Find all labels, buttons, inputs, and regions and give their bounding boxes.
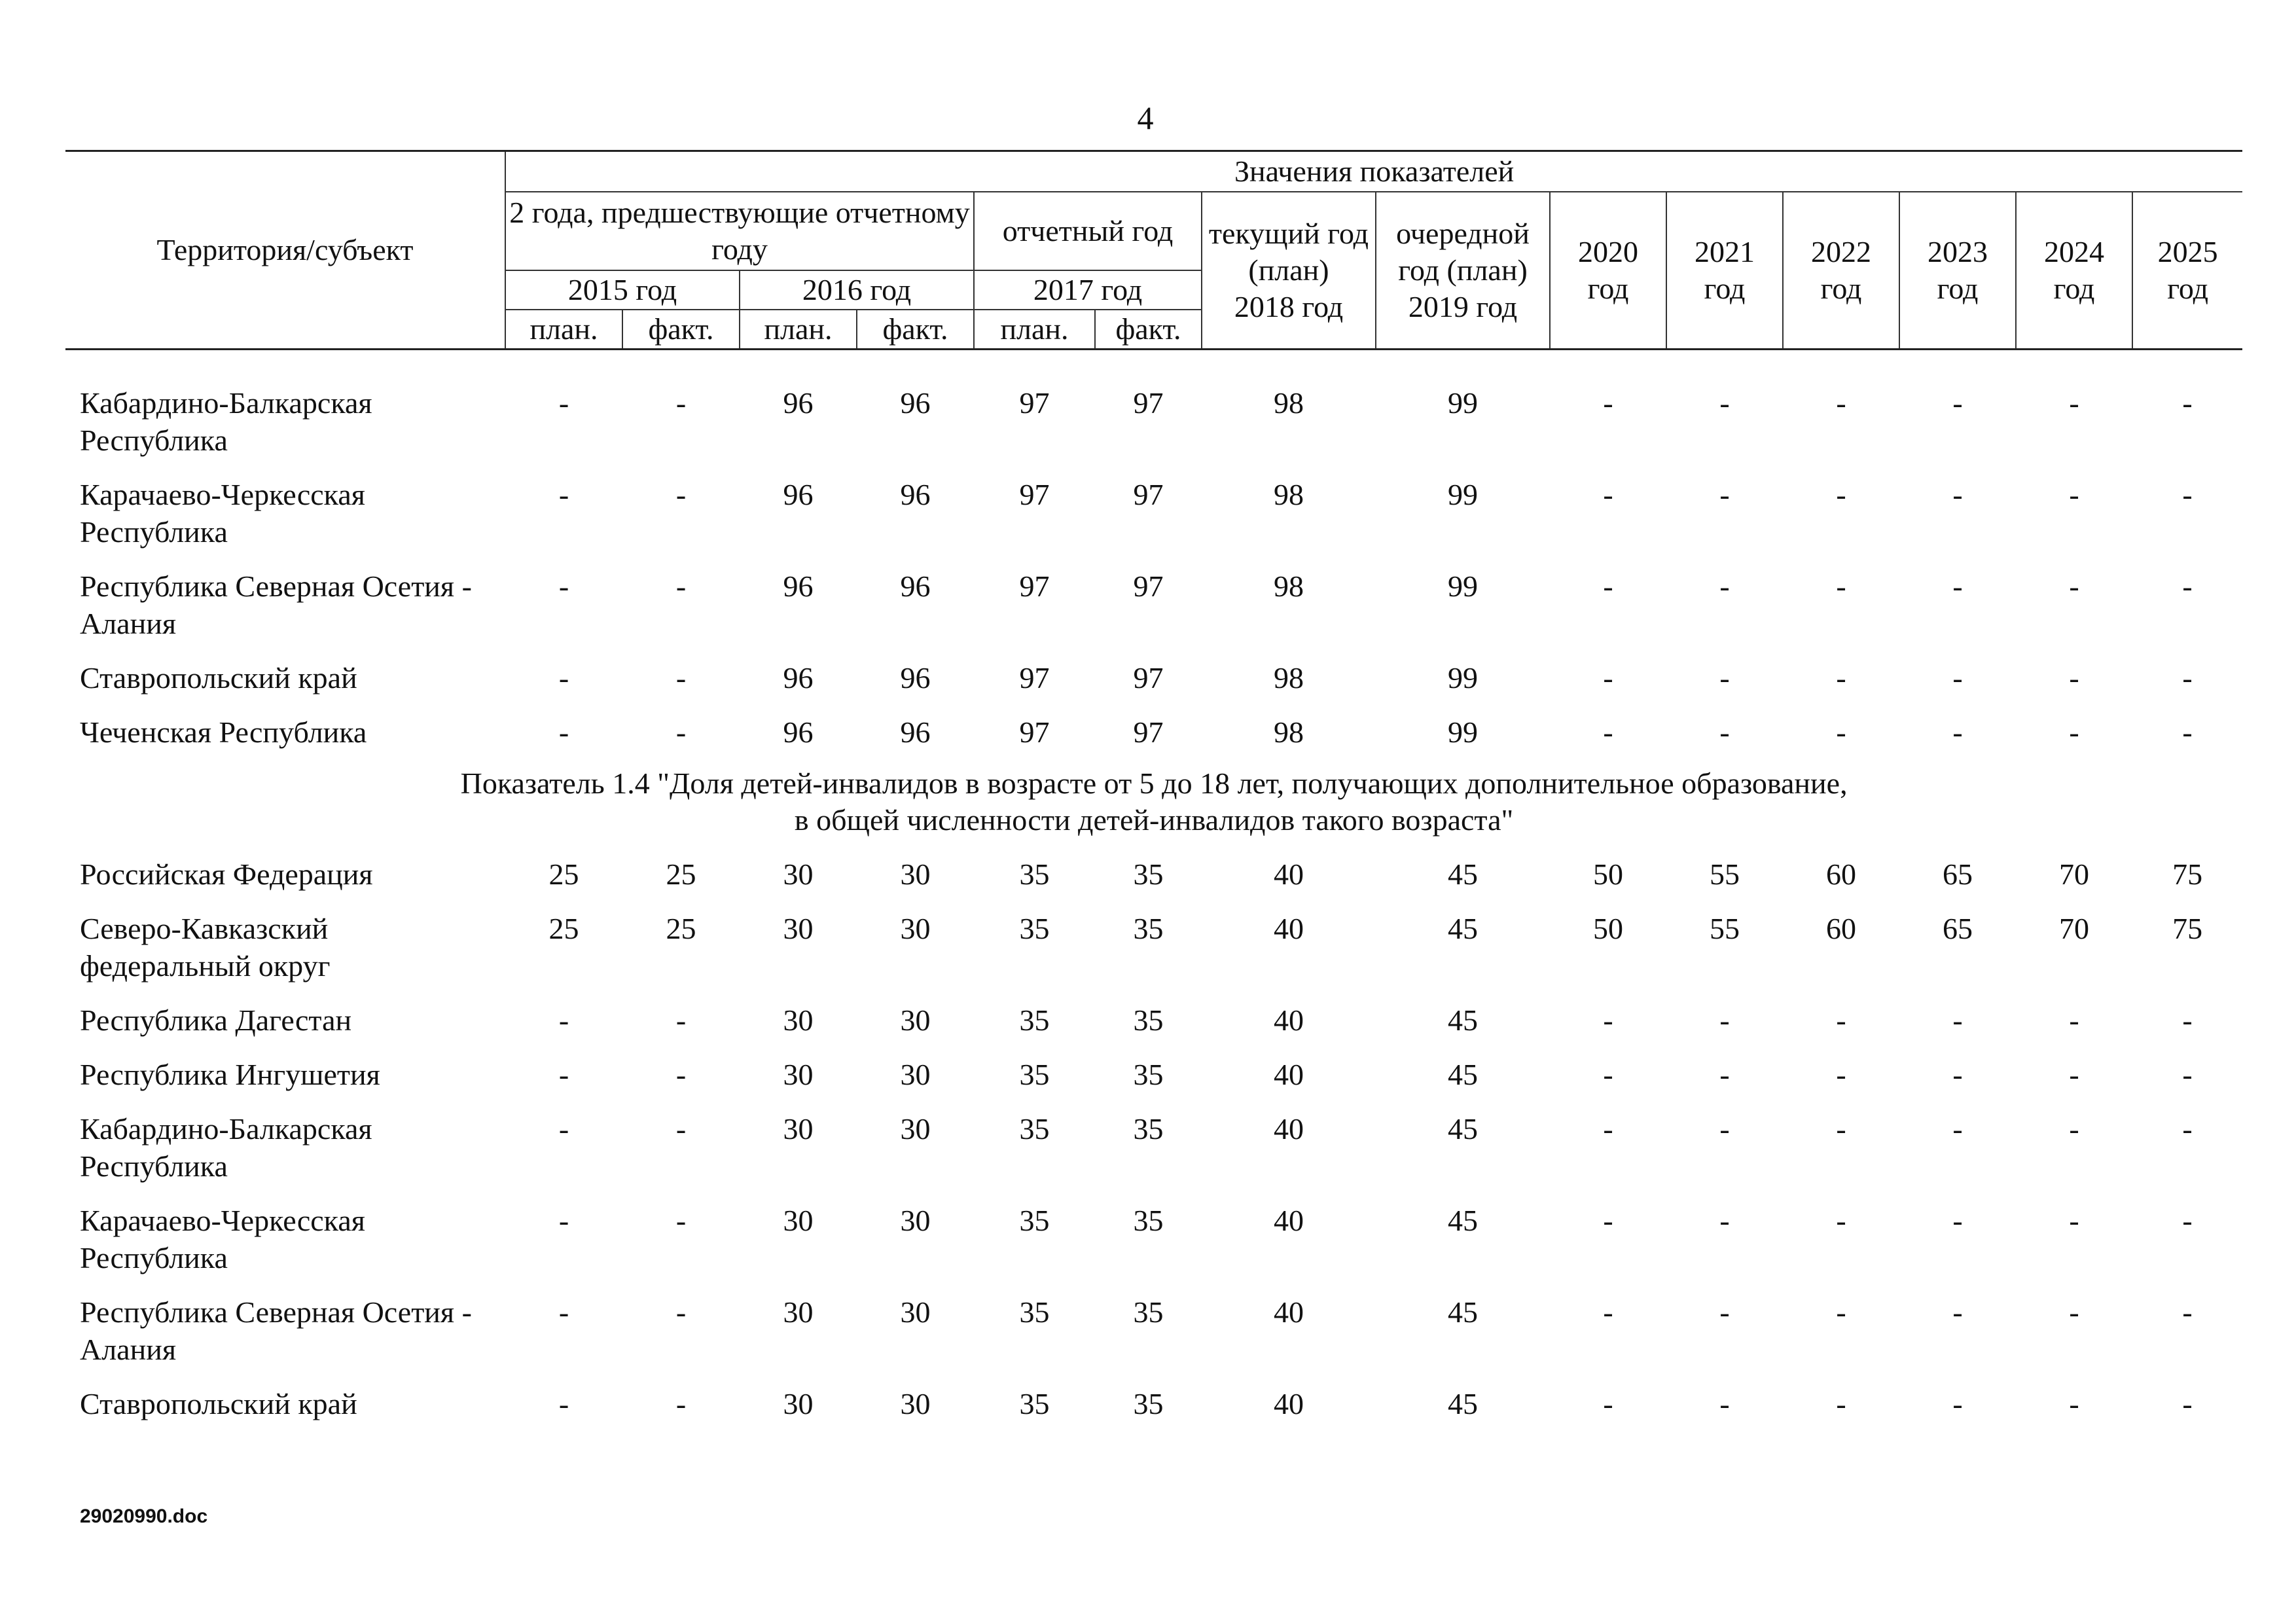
value-cell: 97 <box>1019 386 1050 420</box>
value-cell: - <box>1952 478 1963 511</box>
value-cell: 50 <box>1593 857 1623 891</box>
value-cell: - <box>558 1058 569 1091</box>
value-cell: 35 <box>1019 857 1050 891</box>
value-cell: 35 <box>1133 857 1164 891</box>
value-cell: - <box>1952 1058 1963 1091</box>
current-year-value: 2018 год <box>1234 290 1344 323</box>
value-cell: 45 <box>1448 1058 1478 1091</box>
value-cell: - <box>558 715 569 749</box>
plan-header: план. <box>974 310 1095 350</box>
future-year-header: 2025 год <box>2132 192 2242 350</box>
territory-name: Ставропольский край <box>80 661 357 695</box>
value-cell: 96 <box>900 569 931 603</box>
value-cell: 25 <box>548 912 579 945</box>
table-row <box>65 850 2242 905</box>
value-cell: - <box>1952 1003 1963 1037</box>
territory-name: Ставропольский край <box>80 1387 357 1420</box>
table-header <box>65 151 2242 350</box>
value-cell: - <box>2182 1112 2193 1146</box>
future-year-header: 2020 год <box>1550 192 1666 350</box>
current-year-header <box>1202 192 1376 350</box>
value-cell: - <box>1719 661 1730 695</box>
table-row <box>65 654 2242 708</box>
value-cell: 97 <box>1133 715 1164 749</box>
value-cell: - <box>558 478 569 511</box>
indicator-caption <box>65 763 2242 850</box>
territory-name: Республика Дагестан <box>80 1003 352 1037</box>
value-cell: - <box>2069 661 2079 695</box>
value-cell: - <box>2069 1003 2079 1037</box>
value-cell: - <box>1603 1204 1613 1237</box>
indicator-caption-row <box>65 763 2242 850</box>
value-cell: 97 <box>1019 569 1050 603</box>
year-2015-header: 2015 год <box>505 270 740 310</box>
value-cell: - <box>675 661 687 695</box>
value-cell: 98 <box>1274 661 1304 695</box>
value-cell: 97 <box>1133 569 1164 603</box>
future-year-header: 2023 год <box>1899 192 2016 350</box>
value-cell: 30 <box>900 1112 931 1146</box>
value-cell: - <box>1836 1387 1846 1420</box>
value-cell: 65 <box>1943 857 1973 891</box>
value-cell: 75 <box>2172 857 2203 891</box>
territory-name: Северо-Кавказский федеральный округ <box>80 912 331 983</box>
plan-header: план. <box>740 310 857 350</box>
value-cell: - <box>1719 1003 1730 1037</box>
value-cell: - <box>2069 1204 2079 1237</box>
indicator-caption-line1: Показатель 1.4 "Доля детей-инвалидов в возрасте от 5 до 18 лет, получающих дополнительное образование, <box>460 767 1848 800</box>
value-cell: - <box>1952 569 1963 603</box>
value-cell: 35 <box>1133 1387 1164 1420</box>
value-cell: - <box>675 1387 687 1420</box>
value-cell: 40 <box>1274 1058 1304 1091</box>
value-cell: 30 <box>783 1204 814 1237</box>
value-cell: 45 <box>1448 1112 1478 1146</box>
value-cell: 35 <box>1019 1387 1050 1420</box>
value-cell: - <box>2182 715 2193 749</box>
value-cell: - <box>2069 1058 2079 1091</box>
value-cell: 98 <box>1274 715 1304 749</box>
territory-name: Карачаево-Черкесская Республика <box>80 478 365 549</box>
value-cell: - <box>1836 1112 1846 1146</box>
value-cell: 96 <box>783 386 814 420</box>
value-cell: - <box>675 1112 687 1146</box>
value-cell: - <box>1952 661 1963 695</box>
territory-name: Республика Северная Осетия - Алания <box>80 1295 472 1366</box>
value-cell: - <box>2069 1295 2079 1329</box>
value-cell: 96 <box>900 478 931 511</box>
value-cell: 30 <box>900 912 931 945</box>
prev-years-header: 2 года, предшествующие отчетному году <box>505 192 974 270</box>
value-cell: - <box>1603 1387 1613 1420</box>
territory-name: Республика Ингушетия <box>80 1058 380 1091</box>
value-cell: 96 <box>783 661 814 695</box>
value-cell: 99 <box>1448 569 1478 603</box>
value-cell: 97 <box>1019 715 1050 749</box>
plan-header: план. <box>505 310 622 350</box>
future-year-header: 2021 год <box>1666 192 1783 350</box>
value-cell: - <box>675 1204 687 1237</box>
value-cell: - <box>1836 661 1846 695</box>
value-cell: 30 <box>783 1295 814 1329</box>
future-year-header: 2022 год <box>1783 192 1899 350</box>
next-year-value: 2019 год <box>1408 290 1518 323</box>
value-cell: - <box>558 1204 569 1237</box>
value-cell: - <box>1603 386 1613 420</box>
value-cell: - <box>675 1295 687 1329</box>
year-2017-header: 2017 год <box>974 270 1202 310</box>
value-cell: - <box>1952 1204 1963 1237</box>
value-cell: 35 <box>1133 1003 1164 1037</box>
footer-filename: 29020990.doc <box>80 1506 208 1527</box>
value-cell: 96 <box>900 661 931 695</box>
value-cell: - <box>1836 386 1846 420</box>
value-cell: - <box>675 478 687 511</box>
value-cell: - <box>1603 1058 1613 1091</box>
indicators-table <box>65 150 2242 1434</box>
value-cell: 45 <box>1448 1295 1478 1329</box>
value-cell: 40 <box>1274 857 1304 891</box>
next-year-header <box>1376 192 1550 350</box>
table-row <box>65 1380 2242 1434</box>
value-cell: 55 <box>1710 857 1740 891</box>
value-cell: 70 <box>2059 912 2089 945</box>
value-cell: - <box>558 1112 569 1146</box>
value-cell: 25 <box>666 912 696 945</box>
value-cell: - <box>1603 478 1613 511</box>
value-cell: 98 <box>1274 478 1304 511</box>
value-cell: 40 <box>1274 1295 1304 1329</box>
value-cell: - <box>2182 1058 2193 1091</box>
fact-header: факт. <box>857 310 974 350</box>
table-row <box>65 1105 2242 1197</box>
value-cell: - <box>1719 1295 1730 1329</box>
value-cell: 35 <box>1133 1295 1164 1329</box>
value-cell: - <box>558 1387 569 1420</box>
value-cell: 96 <box>900 386 931 420</box>
value-cell: 98 <box>1274 386 1304 420</box>
value-cell: 98 <box>1274 569 1304 603</box>
value-cell: - <box>1719 386 1730 420</box>
value-cell: 97 <box>1019 661 1050 695</box>
table-row <box>65 1051 2242 1105</box>
value-cell: 97 <box>1133 386 1164 420</box>
value-cell: - <box>675 569 687 603</box>
table-row <box>65 471 2242 562</box>
value-cell: - <box>1952 715 1963 749</box>
territory-name: Чеченская Республика <box>80 715 367 749</box>
value-cell: 35 <box>1019 1204 1050 1237</box>
value-cell: - <box>1836 569 1846 603</box>
value-cell: - <box>1603 569 1613 603</box>
value-cell: 96 <box>783 478 814 511</box>
value-cell: 40 <box>1274 1112 1304 1146</box>
table-row <box>65 562 2242 654</box>
value-cell: 60 <box>1826 912 1856 945</box>
value-cell: - <box>558 1003 569 1037</box>
value-cell: - <box>1836 1003 1846 1037</box>
value-cell: 99 <box>1448 386 1478 420</box>
value-cell: 30 <box>900 1003 931 1037</box>
value-cell: 35 <box>1019 1295 1050 1329</box>
value-cell: 30 <box>783 1112 814 1146</box>
territory-name: Российская Федерация <box>80 857 373 891</box>
value-cell: 45 <box>1448 1387 1478 1420</box>
value-cell: 30 <box>783 1003 814 1037</box>
value-cell: - <box>1836 478 1846 511</box>
year-2016-header: 2016 год <box>740 270 974 310</box>
value-cell: - <box>1603 715 1613 749</box>
value-cell: - <box>558 1295 569 1329</box>
table-row <box>65 996 2242 1051</box>
value-cell: 40 <box>1274 1387 1304 1420</box>
value-cell: 75 <box>2172 912 2203 945</box>
table-body <box>65 350 2242 1435</box>
value-cell: 30 <box>900 1295 931 1329</box>
value-cell: - <box>2069 386 2079 420</box>
value-cell: 65 <box>1943 912 1973 945</box>
value-cell: - <box>2069 569 2079 603</box>
value-cell: - <box>1836 1058 1846 1091</box>
value-cell: 97 <box>1133 478 1164 511</box>
fact-header: факт. <box>622 310 740 350</box>
territory-name: Карачаево-Черкесская Республика <box>80 1204 365 1274</box>
territory-name: Кабардино-Балкарская Республика <box>80 386 372 457</box>
value-cell: - <box>2182 661 2193 695</box>
value-cell: 30 <box>783 1058 814 1091</box>
value-cell: - <box>2069 478 2079 511</box>
value-cell: 45 <box>1448 1204 1478 1237</box>
value-cell: - <box>1603 1112 1613 1146</box>
value-cell: 96 <box>783 715 814 749</box>
value-cell: 45 <box>1448 1003 1478 1037</box>
value-cell: - <box>2069 715 2079 749</box>
value-cell: - <box>2182 1295 2193 1329</box>
table-row <box>65 1288 2242 1380</box>
value-cell: 25 <box>666 857 696 891</box>
value-cell: - <box>2182 1204 2193 1237</box>
table-row <box>65 379 2242 471</box>
page-number: 4 <box>1137 99 1154 136</box>
value-cell: - <box>2182 1003 2193 1037</box>
value-cell: 35 <box>1019 1058 1050 1091</box>
value-cell: - <box>2069 1112 2079 1146</box>
value-cell: - <box>1952 1112 1963 1146</box>
value-cell: 30 <box>900 857 931 891</box>
values-group-header: Значения показателей <box>505 151 2242 192</box>
value-cell: 35 <box>1019 1003 1050 1037</box>
table-row <box>65 708 2242 763</box>
value-cell: - <box>1603 1295 1613 1329</box>
value-cell: - <box>1836 715 1846 749</box>
value-cell: - <box>1719 1058 1730 1091</box>
value-cell: 30 <box>900 1058 931 1091</box>
value-cell: - <box>1603 1003 1613 1037</box>
value-cell: - <box>1719 715 1730 749</box>
value-cell: 45 <box>1448 857 1478 891</box>
value-cell: 99 <box>1448 715 1478 749</box>
value-cell: - <box>1952 1387 1963 1420</box>
fact-header: факт. <box>1095 310 1202 350</box>
value-cell: - <box>675 1003 687 1037</box>
value-cell: 35 <box>1019 1112 1050 1146</box>
value-cell: 35 <box>1019 912 1050 945</box>
value-cell: 30 <box>783 857 814 891</box>
value-cell: 96 <box>900 715 931 749</box>
value-cell: 99 <box>1448 478 1478 511</box>
value-cell: - <box>675 715 687 749</box>
value-cell: - <box>1719 569 1730 603</box>
value-cell: 25 <box>548 857 579 891</box>
value-cell: - <box>1952 1295 1963 1329</box>
value-cell: 45 <box>1448 912 1478 945</box>
value-cell: 35 <box>1133 1112 1164 1146</box>
value-cell: - <box>2182 478 2193 511</box>
territory-header: Территория/субъект <box>156 233 414 266</box>
table-row <box>65 1197 2242 1288</box>
value-cell: 40 <box>1274 1204 1304 1237</box>
value-cell: 30 <box>783 912 814 945</box>
value-cell: 35 <box>1133 1058 1164 1091</box>
territory-name: Республика Северная Осетия - Алания <box>80 569 472 640</box>
value-cell: - <box>2069 1387 2079 1420</box>
indicator-caption-line2: в общей численности детей-инвалидов такого возраста" <box>794 803 1514 837</box>
value-cell: - <box>1719 1387 1730 1420</box>
future-year-header: 2024 год <box>2016 192 2132 350</box>
value-cell: 60 <box>1826 857 1856 891</box>
value-cell: 70 <box>2059 857 2089 891</box>
value-cell: 97 <box>1019 478 1050 511</box>
value-cell: - <box>2182 386 2193 420</box>
value-cell: - <box>1719 1112 1730 1146</box>
value-cell: 30 <box>783 1387 814 1420</box>
value-cell: - <box>1952 386 1963 420</box>
value-cell: - <box>675 1058 687 1091</box>
value-cell: 99 <box>1448 661 1478 695</box>
value-cell: 30 <box>900 1204 931 1237</box>
value-cell: - <box>2182 1387 2193 1420</box>
value-cell: - <box>558 569 569 603</box>
value-cell: - <box>558 661 569 695</box>
territory-name: Кабардино-Балкарская Республика <box>80 1112 372 1183</box>
value-cell: - <box>1719 1204 1730 1237</box>
value-cell: 96 <box>783 569 814 603</box>
value-cell: 97 <box>1133 661 1164 695</box>
value-cell: - <box>1719 478 1730 511</box>
value-cell: 40 <box>1274 1003 1304 1037</box>
value-cell: 40 <box>1274 912 1304 945</box>
value-cell: 35 <box>1133 1204 1164 1237</box>
table-row <box>65 905 2242 996</box>
value-cell: 50 <box>1593 912 1623 945</box>
report-year-header: отчетный год <box>974 192 1202 270</box>
value-cell: 55 <box>1710 912 1740 945</box>
value-cell: - <box>1836 1295 1846 1329</box>
value-cell: - <box>2182 569 2193 603</box>
value-cell: - <box>558 386 569 420</box>
value-cell: - <box>1836 1204 1846 1237</box>
next-year-label: очередной год (план) <box>1396 217 1530 287</box>
value-cell: - <box>1603 661 1613 695</box>
value-cell: - <box>675 386 687 420</box>
current-year-label: текущий год (план) <box>1208 217 1369 287</box>
value-cell: 35 <box>1133 912 1164 945</box>
value-cell: 30 <box>900 1387 931 1420</box>
